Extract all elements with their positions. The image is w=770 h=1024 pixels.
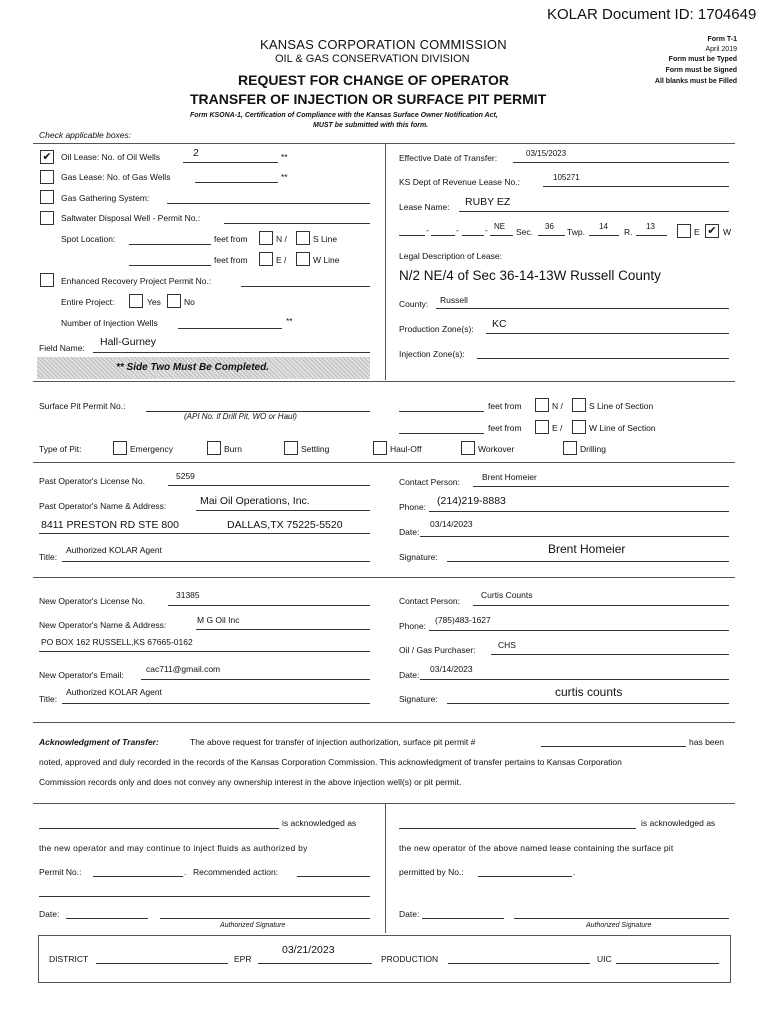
past-phone-label: Phone: (399, 502, 426, 512)
inj-zone-line (477, 358, 729, 359)
new-contact-label: Contact Person: (399, 596, 460, 606)
past-signature-value[interactable]: Brent Homeier (548, 542, 626, 556)
past-license-line (168, 485, 370, 486)
past-name-value[interactable]: Mai Oil Operations, Inc. (200, 495, 310, 507)
pit-type-workover-checkbox[interactable] (461, 441, 475, 455)
oil-wells-line (183, 162, 278, 163)
ack-period: . (573, 867, 576, 877)
ack-permit-line (541, 746, 686, 747)
feet-from-label: feet from (214, 255, 248, 265)
inj-zone-label: Injection Zone(s): (399, 349, 465, 359)
past-contact-value[interactable]: Brent Homeier (482, 472, 537, 482)
pit-e-label: E / (552, 423, 563, 433)
side-two-notice: ** Side Two Must Be Completed. (116, 362, 269, 373)
legal-desc-label: Legal Description of Lease: (399, 251, 503, 261)
past-date-label: Date: (399, 527, 420, 537)
past-title-line (62, 561, 370, 562)
oil-lease-checkbox[interactable]: ✔ (40, 150, 54, 164)
n-label: N / (276, 234, 287, 244)
required-stars: ** (281, 172, 288, 182)
pit-type-emergency-checkbox[interactable] (113, 441, 127, 455)
new-signature-line (447, 703, 729, 704)
purchaser-label: Oil / Gas Purchaser: (399, 645, 476, 655)
rule (33, 722, 735, 723)
ack-text-1: The above request for transfer of injection authorization, surface pit permit # (190, 737, 476, 747)
ack-left-name-line (39, 828, 279, 829)
pit-type-workover-label: Workover (478, 444, 515, 454)
w-line-label: W Line (313, 255, 340, 265)
pit-type-hauloff-checkbox[interactable] (373, 441, 387, 455)
district-line (96, 963, 228, 964)
ack-recommended-label: Recommended action: (193, 867, 279, 877)
ack-left-date-label: Date: (39, 909, 60, 919)
ksona-notice: Form KSONA-1, Certification of Compliance with the Kansas Surface Owner Notification Act, (190, 112, 498, 119)
e-range-checkbox[interactable] (677, 224, 691, 238)
epr-date[interactable]: 03/21/2023 (282, 944, 335, 956)
new-phone-value[interactable]: (785)483-1627 (435, 615, 491, 625)
pit-w-checkbox[interactable] (572, 420, 586, 434)
past-address-street[interactable]: 8411 PRESTON RD STE 800 (41, 519, 179, 531)
pit-n-label: N / (552, 401, 563, 411)
epr-label: EPR (234, 954, 252, 964)
new-license-line (168, 605, 370, 606)
ack-text-3: Commission records only and does not convey any ownership interest in the above injection well(s) or pit permit. (39, 777, 462, 787)
new-name-label: New Operator's Name & Address: (39, 620, 167, 630)
saltwater-checkbox[interactable] (40, 211, 54, 225)
county-line (436, 308, 729, 309)
ack-left-auth-sig: Authorized Signature (220, 922, 286, 929)
new-date-line (420, 679, 729, 680)
new-contact-value[interactable]: Curtis Counts (481, 590, 533, 600)
pit-type-burn-checkbox[interactable] (207, 441, 221, 455)
new-title-line (62, 703, 370, 704)
gas-lease-label: Gas Lease: No. of Gas Wells (61, 172, 171, 182)
qtr4-line (490, 235, 513, 236)
api-note: (API No. if Drill Pit, WO or Haul) (184, 412, 297, 421)
quarter-value[interactable]: NE (494, 222, 506, 231)
ack-period: . (184, 867, 187, 877)
r-value[interactable]: 13 (646, 222, 655, 231)
pit-e-checkbox[interactable] (535, 420, 549, 434)
prod-zone-label: Production Zone(s): (399, 324, 474, 334)
sec-label: Sec. (516, 227, 534, 237)
oil-lease-label: Oil Lease: No. of Oil Wells (61, 152, 161, 162)
divider (385, 803, 386, 933)
past-signature-label: Signature: (399, 552, 438, 562)
pit-type-settling-label: Settling (301, 444, 330, 454)
lease-name-label: Lease Name: (399, 202, 450, 212)
ack-left-text: the new operator and may continue to inject fluids as authorized by (39, 843, 308, 853)
new-address-line (39, 651, 370, 652)
required-stars: ** (281, 152, 288, 162)
form-code: Form T-1 (707, 36, 737, 43)
field-name-value[interactable]: Hall-Gurney (100, 336, 157, 348)
no-label: No (184, 297, 195, 307)
pit-type-drilling-checkbox[interactable] (563, 441, 577, 455)
effective-date-value[interactable]: 03/15/2023 (526, 149, 567, 158)
purchaser-line (491, 654, 729, 655)
spot-ns-line (129, 244, 211, 245)
pit-type-label: Type of Pit: (39, 444, 82, 454)
enhanced-recovery-label: Enhanced Recovery Project Permit No.: (61, 276, 212, 286)
pit-s-checkbox[interactable] (572, 398, 586, 412)
past-title-value[interactable]: Authorized KOLAR Agent (66, 545, 162, 555)
pit-s-line-label: S Line of Section (589, 401, 654, 411)
pit-type-hauloff-label: Haul-Off (390, 444, 422, 454)
new-date-label: Date: (399, 670, 420, 680)
production-label: PRODUCTION (381, 954, 439, 964)
saltwater-label: Saltwater Disposal Well - Permit No.: (61, 213, 201, 223)
ack-recommended-line (297, 876, 370, 877)
twp-label: Twp. (567, 227, 585, 237)
new-email-line (141, 679, 370, 680)
pit-n-checkbox[interactable] (535, 398, 549, 412)
w-range-label: W (723, 227, 732, 237)
division-name: OIL & GAS CONSERVATION DIVISION (275, 53, 470, 65)
ack-right-signature-line (514, 918, 729, 919)
production-line (448, 963, 590, 964)
ksona-notice-2: MUST be submitted with this form. (313, 122, 429, 129)
ack-permitted-by-label: permitted by No.: (399, 867, 464, 877)
lease-name-line (459, 211, 729, 212)
uic-label: UIC (597, 954, 612, 964)
past-address-line (39, 533, 370, 534)
effective-date-label: Effective Date of Transfer: (399, 153, 498, 163)
field-name-line (93, 352, 370, 353)
dash: - (456, 225, 459, 235)
feet-from-label: feet from (214, 234, 248, 244)
ack-permit-no-line (93, 876, 183, 877)
ack-right-date-label: Date: (399, 909, 420, 919)
ack-left-date-line (66, 918, 148, 919)
form-subtitle: TRANSFER OF INJECTION OR SURFACE PIT PERMIT (190, 91, 547, 107)
twp-line (589, 235, 619, 236)
uic-line (616, 963, 719, 964)
new-signature-value[interactable]: curtis counts (555, 685, 623, 699)
new-name-value[interactable]: M G Oil Inc (197, 615, 240, 625)
yes-checkbox[interactable] (129, 294, 143, 308)
pit-type-drilling-label: Drilling (580, 444, 606, 454)
legal-desc-value[interactable]: N/2 NE/4 of Sec 36-14-13W Russell County (399, 268, 661, 283)
new-contact-line (473, 605, 729, 606)
form-note-blanks: All blanks must be Filled (654, 78, 737, 85)
s-checkbox[interactable] (296, 231, 310, 245)
new-license-label: New Operator's License No. (39, 596, 146, 606)
required-stars: ** (286, 316, 293, 326)
ks-lease-value[interactable]: 105271 (553, 173, 580, 182)
rule (33, 143, 735, 144)
w-range-checkbox[interactable]: ✔ (705, 224, 719, 238)
lease-name-value[interactable]: RUBY EZ (465, 196, 511, 208)
new-license-value[interactable]: 31385 (176, 590, 200, 600)
r-line (636, 235, 667, 236)
district-label: DISTRICT (49, 954, 89, 964)
purchaser-value[interactable]: CHS (498, 640, 516, 650)
qtr3-line (462, 235, 484, 236)
new-title-label: Title: (39, 694, 58, 704)
form-date: April 2019 (705, 46, 737, 53)
dash: - (485, 225, 488, 235)
sec-line (538, 235, 565, 236)
past-date-value[interactable]: 03/14/2023 (430, 519, 473, 529)
prod-zone-value[interactable]: KC (492, 318, 507, 330)
new-phone-line (429, 630, 729, 631)
divider (385, 143, 386, 380)
pit-type-burn-label: Burn (224, 444, 242, 454)
feet-from-label: feet from (488, 423, 522, 433)
effective-date-line (513, 162, 729, 163)
spot-location-label: Spot Location: (61, 234, 116, 244)
gas-lease-checkbox[interactable] (40, 170, 54, 184)
past-license-label: Past Operator's License No. (39, 476, 146, 486)
enhanced-recovery-line (241, 286, 370, 287)
pit-ew-line (399, 433, 484, 434)
rule (33, 577, 735, 578)
pit-type-emergency-label: Emergency (130, 444, 173, 454)
ack-recommended-line-2 (39, 896, 370, 897)
epr-line (258, 963, 372, 964)
qtr1-line (399, 235, 425, 236)
field-name-label: Field Name: (39, 343, 85, 353)
injection-wells-label: Number of Injection Wells (61, 318, 158, 328)
new-phone-label: Phone: (399, 621, 426, 631)
county-value[interactable]: Russell (440, 295, 468, 305)
form-note-typed: Form must be Typed (668, 56, 737, 63)
new-signature-label: Signature: (399, 694, 438, 704)
past-name-line (196, 510, 370, 511)
r-label: R. (624, 227, 633, 237)
new-date-value[interactable]: 03/14/2023 (430, 664, 473, 674)
sec-value[interactable]: 36 (545, 222, 554, 231)
feet-from-label: feet from (488, 401, 522, 411)
spot-ew-line (129, 265, 211, 266)
county-label: County: (399, 299, 429, 309)
ks-lease-label: KS Dept of Revenue Lease No.: (399, 177, 520, 187)
pit-type-settling-checkbox[interactable] (284, 441, 298, 455)
gas-gathering-label: Gas Gathering System: (61, 193, 150, 203)
ack-right-text: the new operator of the above named lease containing the surface pit (399, 843, 674, 853)
ack-has-been: has been (689, 737, 724, 747)
e-checkbox[interactable] (259, 252, 273, 266)
twp-value[interactable]: 14 (599, 222, 608, 231)
gas-gathering-checkbox[interactable] (40, 190, 54, 204)
new-name-line (196, 629, 370, 630)
form-note-signed: Form must be Signed (665, 67, 737, 74)
gas-gathering-line (167, 203, 370, 204)
gas-wells-line (195, 182, 278, 183)
past-phone-value[interactable]: (214)219-8883 (437, 495, 506, 507)
enhanced-recovery-checkbox[interactable] (40, 273, 54, 287)
qtr2-line (431, 235, 455, 236)
ack-right-name-line (399, 828, 636, 829)
oil-wells-value[interactable]: 2 (193, 147, 199, 159)
new-email-value[interactable]: cac711@gmail.com (146, 664, 221, 674)
injection-wells-line (178, 328, 282, 329)
yes-label: Yes (147, 297, 161, 307)
new-email-label: New Operator's Email: (39, 670, 124, 680)
entire-project-label: Entire Project: (61, 297, 115, 307)
surface-pit-label: Surface Pit Permit No.: (39, 401, 126, 411)
ack-right-auth-sig: Authorized Signature (586, 922, 652, 929)
no-checkbox[interactable] (167, 294, 181, 308)
w-checkbox[interactable] (296, 252, 310, 266)
e-range-label: E (694, 227, 700, 237)
ack-permitted-by-line (478, 876, 572, 877)
dash: - (426, 225, 429, 235)
e-label: E / (276, 255, 287, 265)
rule (33, 381, 735, 382)
rule (33, 803, 735, 804)
agency-name: KANSAS CORPORATION COMMISSION (260, 37, 507, 52)
past-title-label: Title: (39, 552, 58, 562)
past-contact-label: Contact Person: (399, 477, 460, 487)
past-address-city[interactable]: DALLAS,TX 75225-5520 (227, 519, 343, 531)
past-date-line (420, 536, 729, 537)
ack-right-date-line (422, 918, 504, 919)
new-address[interactable]: PO BOX 162 RUSSELL,KS 67665-0162 (41, 637, 193, 647)
rule (33, 462, 735, 463)
ack-text-2: noted, approved and duly recorded in the records of the Kansas Corporation Commission. This acknowledgment of transfer pertains to Kansas Corporation (39, 757, 622, 767)
form-title: REQUEST FOR CHANGE OF OPERATOR (238, 72, 509, 88)
ack-left-acknowledged: is acknowledged as (282, 818, 357, 828)
pit-ns-line (399, 411, 484, 412)
past-name-label: Past Operator's Name & Address: (39, 501, 167, 511)
saltwater-line (224, 223, 370, 224)
s-line-label: S Line (313, 234, 338, 244)
pit-w-line-label: W Line of Section (589, 423, 656, 433)
new-title-value[interactable]: Authorized KOLAR Agent (66, 687, 162, 697)
prod-zone-line (486, 333, 729, 334)
ack-left-signature-line (160, 918, 370, 919)
check-applicable-label: Check applicable boxes: (39, 130, 132, 140)
past-license-value[interactable]: 5259 (176, 471, 195, 481)
past-phone-line (429, 511, 729, 512)
ks-lease-line (543, 186, 729, 187)
past-signature-line (447, 561, 729, 562)
n-checkbox[interactable] (259, 231, 273, 245)
ack-right-acknowledged: is acknowledged as (641, 818, 716, 828)
ack-permit-no-label: Permit No.: (39, 867, 82, 877)
ack-heading: Acknowledgment of Transfer: (39, 737, 159, 747)
kolar-document-id: KOLAR Document ID: 1704649 (547, 6, 757, 23)
past-contact-line (473, 486, 729, 487)
